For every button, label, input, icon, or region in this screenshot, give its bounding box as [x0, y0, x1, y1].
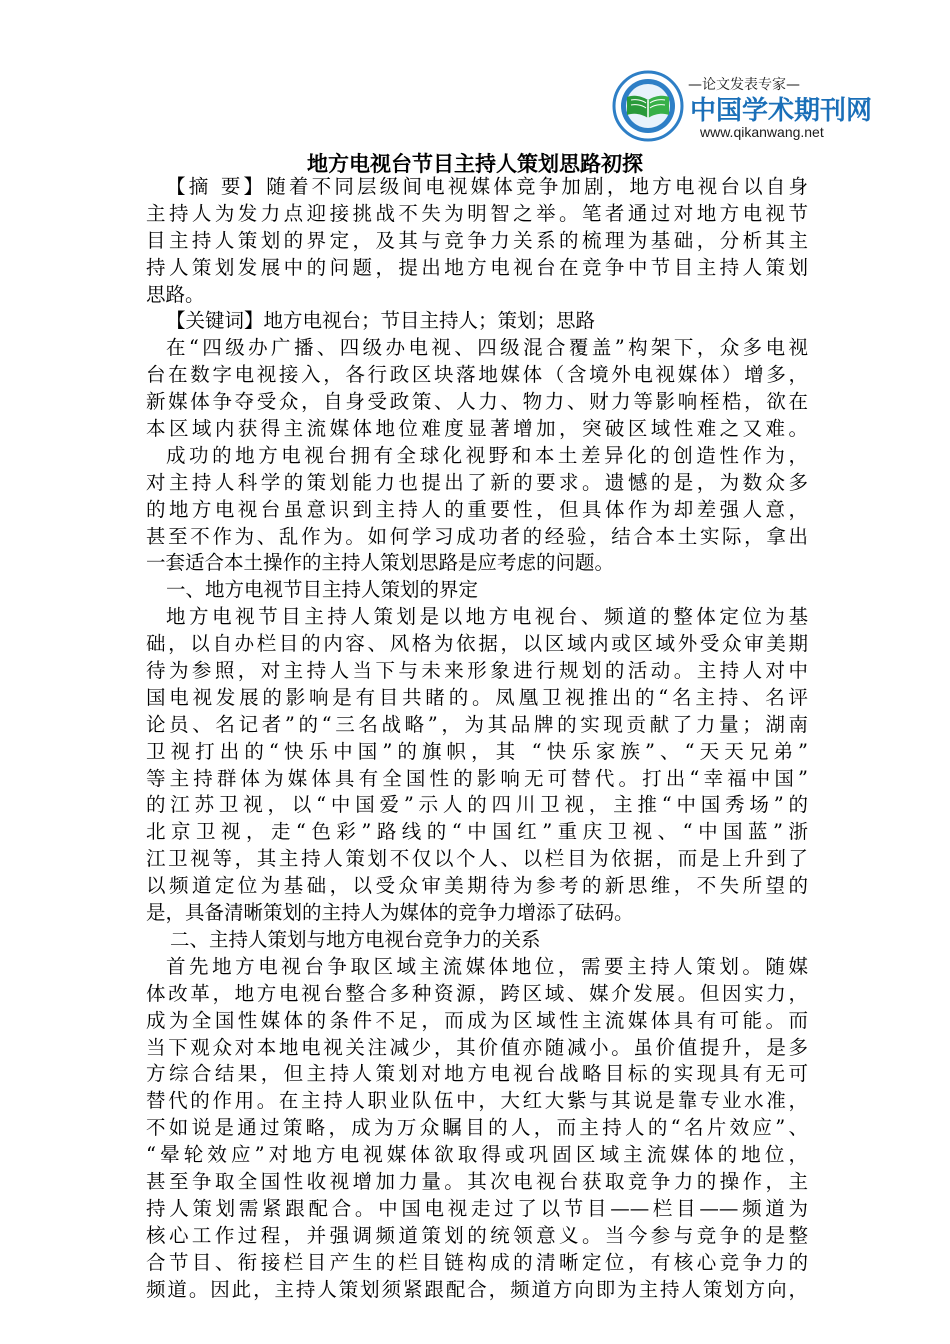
text-line: 甚至争取全国性收视增加力量。其次电视台获取竞争力的操作，主 — [146, 1169, 808, 1193]
text-line: 成为全国性媒体的条件不足，而成为区域性主流媒体具有可能。而 — [146, 1008, 808, 1032]
section-heading: 一、地方电视节目主持人策划的界定 — [166, 578, 479, 602]
text-line: 方综合结果，但主持人策划对地方电视台战略目标的实现具有无可 — [146, 1062, 808, 1086]
text-line: 【关键词】地方电视台；节目主持人；策划；思路 — [166, 309, 596, 333]
section-heading: 二、主持人策划与地方电视台竞争力的关系 — [170, 927, 541, 951]
publisher-logo — [612, 70, 873, 150]
text-line: 思路。 — [146, 282, 205, 306]
text-line: 目主持人策划的界定，及其与竞争力关系的梳理为基础，分析其主 — [146, 228, 808, 252]
text-line: 新媒体争夺受众，自身受政策、人力、物力、财力等影响桎梏，欲在 — [146, 390, 808, 414]
text-line: 卫视打出的“快乐中国”的旗帜，其 “快乐家族”、“天天兄弟” — [146, 739, 808, 763]
text-line: 待为参照，对主持人当下与未来形象进行规划的活动。主持人对中 — [146, 659, 808, 683]
text-line: 一套适合本土操作的主持人策划思路是应考虑的问题。 — [146, 551, 615, 575]
text-line: 以频道定位为基础，以受众审美期待为参考的新思维，不失所望的 — [146, 874, 808, 898]
text-line: 频道。因此，主持人策划须紧跟配合，频道方向即为主持人策划方向， — [146, 1277, 808, 1301]
article-title: 地方电视台节目主持人策划思路初探 — [307, 151, 643, 176]
logo-name: 中国学术期刊网 — [690, 96, 873, 126]
text-line: 在“四级办广播、四级办电视、四级混合覆盖”构架下，众多电视 — [166, 336, 808, 360]
text-line: 当下观众对本地电视关注减少，其价值亦随减小。虽价值提升，是多 — [146, 1035, 808, 1059]
text-line: 持人策划发展中的问题，提出地方电视台在竞争中节目主持人策划 — [146, 255, 808, 279]
text-line: 的地方电视台虽意识到主持人的重要性，但具体作为却差强人意， — [146, 497, 808, 521]
text-line: 核心工作过程，并强调频道策划的统领意义。当今参与竞争的是整 — [146, 1223, 808, 1247]
text-line: 论员、名记者”的“三名战略”，为其品牌的实现贡献了力量；湖南 — [146, 712, 808, 736]
text-line: 持人策划需紧跟配合。中国电视走过了以节目——栏目——频道为 — [146, 1196, 808, 1220]
text-line: 替代的作用。在主持人职业队伍中，大红大紫与其说是靠专业水准， — [146, 1089, 808, 1113]
text-line: 等主持群体为媒体具有全国性的影响无可替代。打出“幸福中国” — [146, 766, 808, 790]
text-line: 础，以自办栏目的内容、风格为依据，以区域内或区域外受众审美期 — [146, 632, 808, 656]
text-line: 国电视发展的影响是有目共睹的。凤凰卫视推出的“名主持、名评 — [146, 685, 808, 709]
text-line: 台在数字电视接入，各行政区块落地媒体（含境外电视媒体）增多， — [146, 363, 808, 387]
text-line: 主持人为发力点迎接挑战不失为明智之举。笔者通过对地方电视节 — [146, 201, 808, 225]
text-line: 本区域内获得主流媒体地位难度显著增加，突破区域性难之又难。 — [146, 417, 808, 441]
text-line: 体改革，地方电视台整合多种资源，跨区域、媒介发展。但因实力， — [146, 981, 808, 1005]
text-line: 【摘 要】随着不同层级间电视媒体竞争加剧，地方电视台以自身 — [166, 175, 808, 198]
text-line: 首先地方电视台争取区域主流媒体地位，需要主持人策划。随媒 — [166, 954, 808, 978]
text-line: “晕轮效应”对地方电视媒体欲取得或巩固区域主流媒体的地位， — [146, 1143, 808, 1167]
text-line: 合节目、衔接栏目产生的栏目链构成的清晰定位，有核心竞争力的 — [146, 1250, 808, 1274]
text-line: 地方电视节目主持人策划是以地方电视台、频道的整体定位为基 — [166, 605, 808, 629]
globe-book-seal-icon — [612, 70, 684, 142]
logo-url: www.qikanwang.net — [700, 124, 824, 140]
logo-slogan: —论文发表专家— — [688, 77, 800, 93]
text-line: 不如说是通过策略，成为万众瞩目的人，而主持人的“名片效应”、 — [146, 1116, 808, 1140]
text-line: 甚至不作为、乱作为。如何学习成功者的经验，结合本土实际，拿出 — [146, 524, 808, 548]
text-line: 江卫视等，其主持人策划不仅以个人、以栏目为依据，而是上升到了 — [146, 847, 808, 871]
article-body — [146, 174, 808, 1303]
text-line: 成功的地方电视台拥有全球化视野和本土差异化的创造性作为， — [166, 443, 808, 467]
text-line: 北京卫视，走“色彩”路线的“中国红”重庆卫视、“中国蓝”浙 — [146, 820, 808, 844]
text-line: 是，具备清晰策划的主持人为媒体的竞争力增添了砝码。 — [146, 901, 634, 925]
text-line: 的江苏卫视，以“中国爱”示人的四川卫视，主推“中国秀场”的 — [146, 793, 808, 817]
text-line: 对主持人科学的策划能力也提出了新的要求。遗憾的是，为数众多 — [146, 470, 808, 494]
